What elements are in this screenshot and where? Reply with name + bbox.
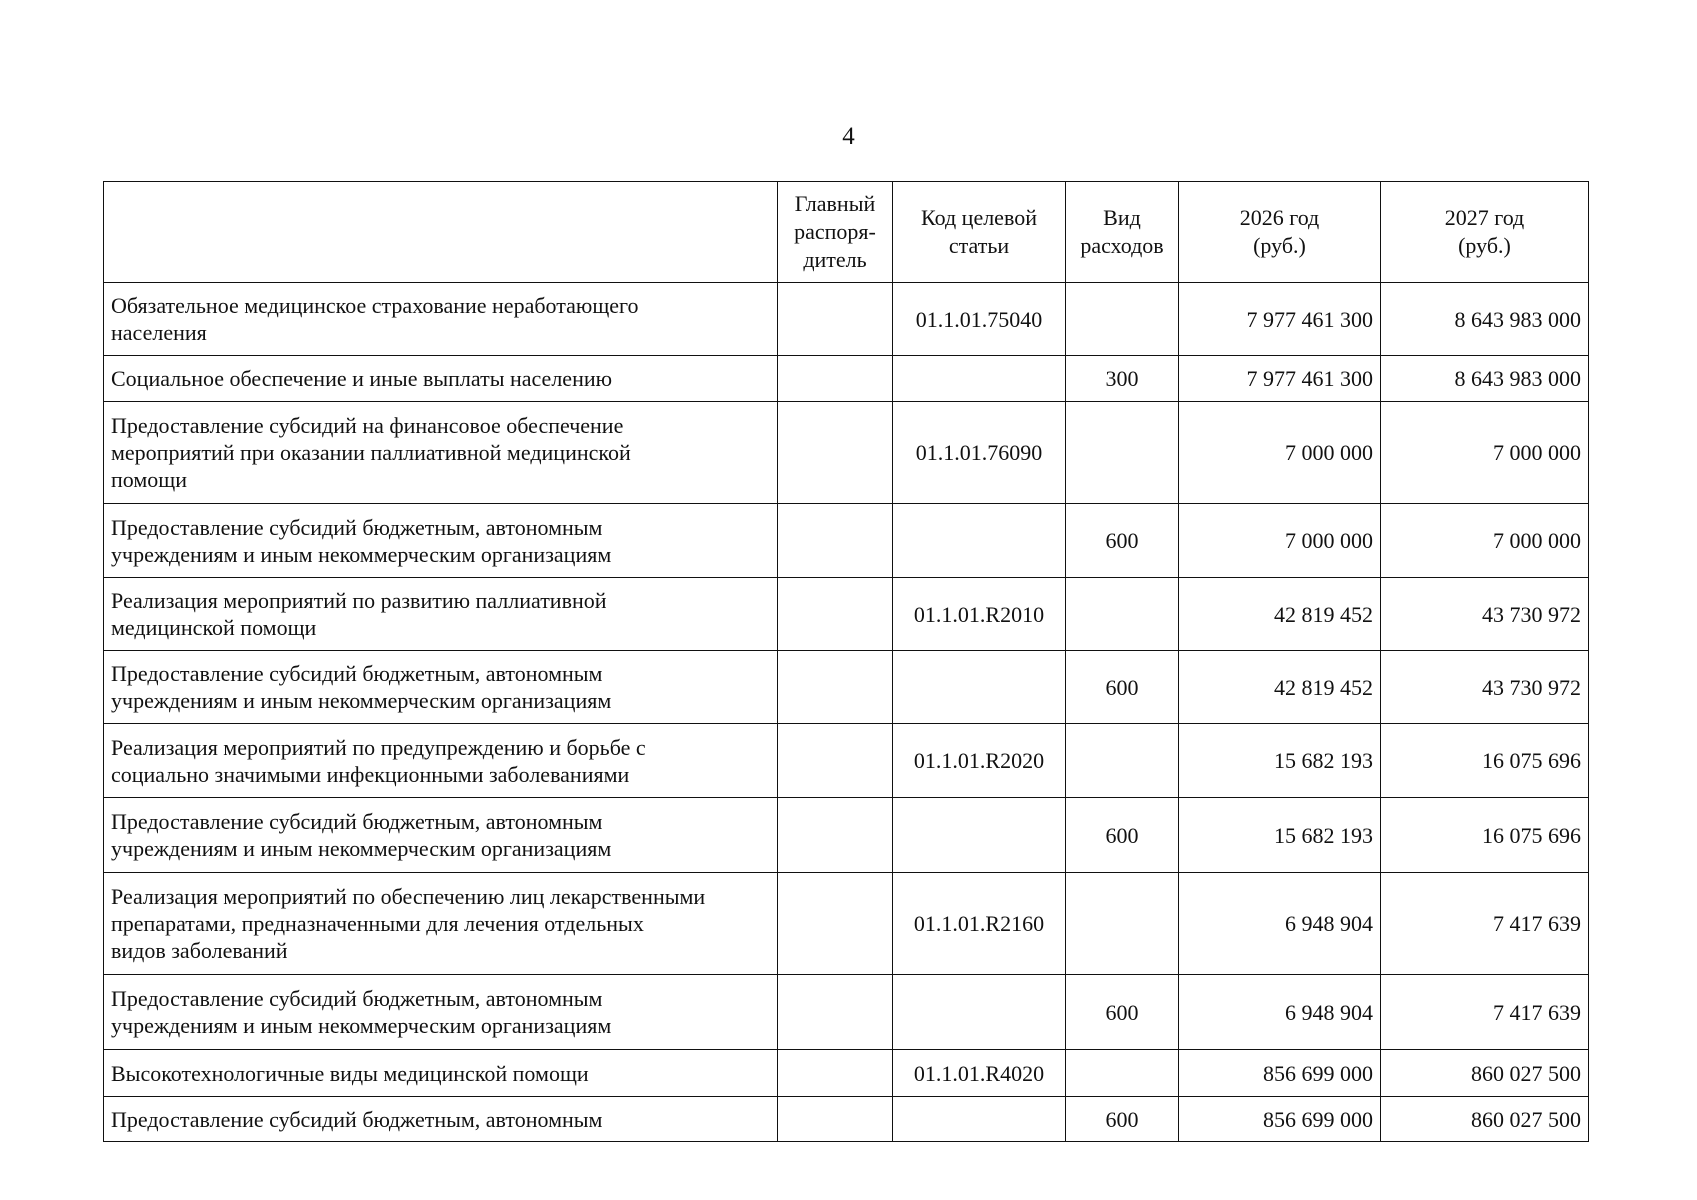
table-row — [104, 1097, 1589, 1142]
row-code-cell: 01.1.01.75040 — [893, 283, 1066, 356]
row-type-cell: 300 — [1066, 356, 1179, 402]
row-type-cell — [1066, 1050, 1179, 1097]
row-name-cell: Предоставление субсидий на финансовое обеспечение мероприятий при оказании паллиативной медицинской помощи — [104, 402, 778, 504]
row-manager-cell — [778, 1050, 893, 1097]
row-type-cell: 600 — [1066, 1097, 1179, 1142]
row-2027-cell: 8 643 983 000 — [1381, 283, 1589, 356]
row-2026-cell: 15 682 193 — [1179, 724, 1381, 798]
row-2026-cell: 6 948 904 — [1179, 873, 1381, 975]
row-2026-cell: 7 977 461 300 — [1179, 356, 1381, 402]
row-2026-cell: 15 682 193 — [1179, 798, 1381, 873]
row-2027-cell: 16 075 696 — [1381, 724, 1589, 798]
header-target-code: Код целевой статьи — [893, 182, 1066, 283]
row-code-cell — [893, 975, 1066, 1050]
row-manager-cell — [778, 651, 893, 724]
row-name-cell: Реализация мероприятий по обеспечению лиц лекарственными препаратами, предназначенными для лечения отдельных видов заболеваний — [104, 873, 778, 975]
row-code-cell: 01.1.01.R2010 — [893, 578, 1066, 651]
table-row — [104, 402, 1589, 504]
row-manager-cell — [778, 504, 893, 578]
row-2026-cell: 7 977 461 300 — [1179, 283, 1381, 356]
row-manager-cell — [778, 402, 893, 504]
row-code-cell: 01.1.01.R2020 — [893, 724, 1066, 798]
row-code-cell: 01.1.01.R4020 — [893, 1050, 1066, 1097]
row-2026-cell: 7 000 000 — [1179, 504, 1381, 578]
row-name-cell: Предоставление субсидий бюджетным, автономным учреждениям и иным некоммерческим организациям — [104, 651, 778, 724]
row-name-cell: Предоставление субсидий бюджетным, автономным учреждениям и иным некоммерческим организациям — [104, 798, 778, 873]
row-2026-cell: 856 699 000 — [1179, 1050, 1381, 1097]
row-type-cell — [1066, 873, 1179, 975]
row-2027-cell: 7 000 000 — [1381, 504, 1589, 578]
row-name-cell: Социальное обеспечение и иные выплаты населению — [104, 356, 778, 402]
row-manager-cell — [778, 356, 893, 402]
row-2027-cell: 8 643 983 000 — [1381, 356, 1589, 402]
table-row — [104, 975, 1589, 1050]
row-type-cell — [1066, 283, 1179, 356]
table-row — [104, 578, 1589, 651]
row-2027-cell: 43 730 972 — [1381, 578, 1589, 651]
row-code-cell — [893, 798, 1066, 873]
row-name-cell: Высокотехнологичные виды медицинской помощи — [104, 1050, 778, 1097]
row-type-cell — [1066, 578, 1179, 651]
row-manager-cell — [778, 578, 893, 651]
row-manager-cell — [778, 975, 893, 1050]
table-row — [104, 356, 1589, 402]
row-2026-cell: 6 948 904 — [1179, 975, 1381, 1050]
row-name-cell: Предоставление субсидий бюджетным, автономным — [104, 1097, 778, 1142]
row-code-cell — [893, 504, 1066, 578]
table-body — [104, 283, 1589, 1142]
table-row — [104, 283, 1589, 356]
row-type-cell: 600 — [1066, 975, 1179, 1050]
row-2026-cell: 856 699 000 — [1179, 1097, 1381, 1142]
table-row — [104, 873, 1589, 975]
row-2026-cell: 42 819 452 — [1179, 651, 1381, 724]
row-manager-cell — [778, 798, 893, 873]
row-type-cell — [1066, 402, 1179, 504]
row-name-cell: Реализация мероприятий по предупреждению и борьбе с социально значимыми инфекционными заболеваниями — [104, 724, 778, 798]
header-name — [104, 182, 778, 283]
row-type-cell: 600 — [1066, 798, 1179, 873]
row-2026-cell: 42 819 452 — [1179, 578, 1381, 651]
row-type-cell — [1066, 724, 1179, 798]
header-expense-type: Вид расходов — [1066, 182, 1179, 283]
row-manager-cell — [778, 724, 893, 798]
row-type-cell: 600 — [1066, 504, 1179, 578]
row-2027-cell: 16 075 696 — [1381, 798, 1589, 873]
row-manager-cell — [778, 283, 893, 356]
row-code-cell: 01.1.01.76090 — [893, 402, 1066, 504]
row-code-cell: 01.1.01.R2160 — [893, 873, 1066, 975]
row-name-cell: Предоставление субсидий бюджетным, автономным учреждениям и иным некоммерческим организациям — [104, 504, 778, 578]
row-manager-cell — [778, 1097, 893, 1142]
row-type-cell: 600 — [1066, 651, 1179, 724]
header-year-2027: 2027 год (руб.) — [1381, 182, 1589, 283]
row-2027-cell: 7 000 000 — [1381, 402, 1589, 504]
row-name-cell: Обязательное медицинское страхование неработающего населения — [104, 283, 778, 356]
row-2027-cell: 43 730 972 — [1381, 651, 1589, 724]
row-manager-cell — [778, 873, 893, 975]
table-row — [104, 651, 1589, 724]
budget-table — [103, 181, 1589, 1142]
table-row — [104, 798, 1589, 873]
table-row — [104, 724, 1589, 798]
row-code-cell — [893, 356, 1066, 402]
page-number: 4 — [842, 123, 855, 150]
table-row — [104, 1050, 1589, 1097]
row-2027-cell: 7 417 639 — [1381, 975, 1589, 1050]
header-year-2026: 2026 год (руб.) — [1179, 182, 1381, 283]
row-name-cell: Предоставление субсидий бюджетным, автономным учреждениям и иным некоммерческим организациям — [104, 975, 778, 1050]
row-2027-cell: 860 027 500 — [1381, 1097, 1589, 1142]
table-row — [104, 504, 1589, 578]
header-main-manager: Главный распоря- дитель — [778, 182, 893, 283]
row-code-cell — [893, 651, 1066, 724]
row-2026-cell: 7 000 000 — [1179, 402, 1381, 504]
row-2027-cell: 7 417 639 — [1381, 873, 1589, 975]
table-header-row — [104, 182, 1589, 283]
row-name-cell: Реализация мероприятий по развитию паллиативной медицинской помощи — [104, 578, 778, 651]
row-2027-cell: 860 027 500 — [1381, 1050, 1589, 1097]
row-code-cell — [893, 1097, 1066, 1142]
